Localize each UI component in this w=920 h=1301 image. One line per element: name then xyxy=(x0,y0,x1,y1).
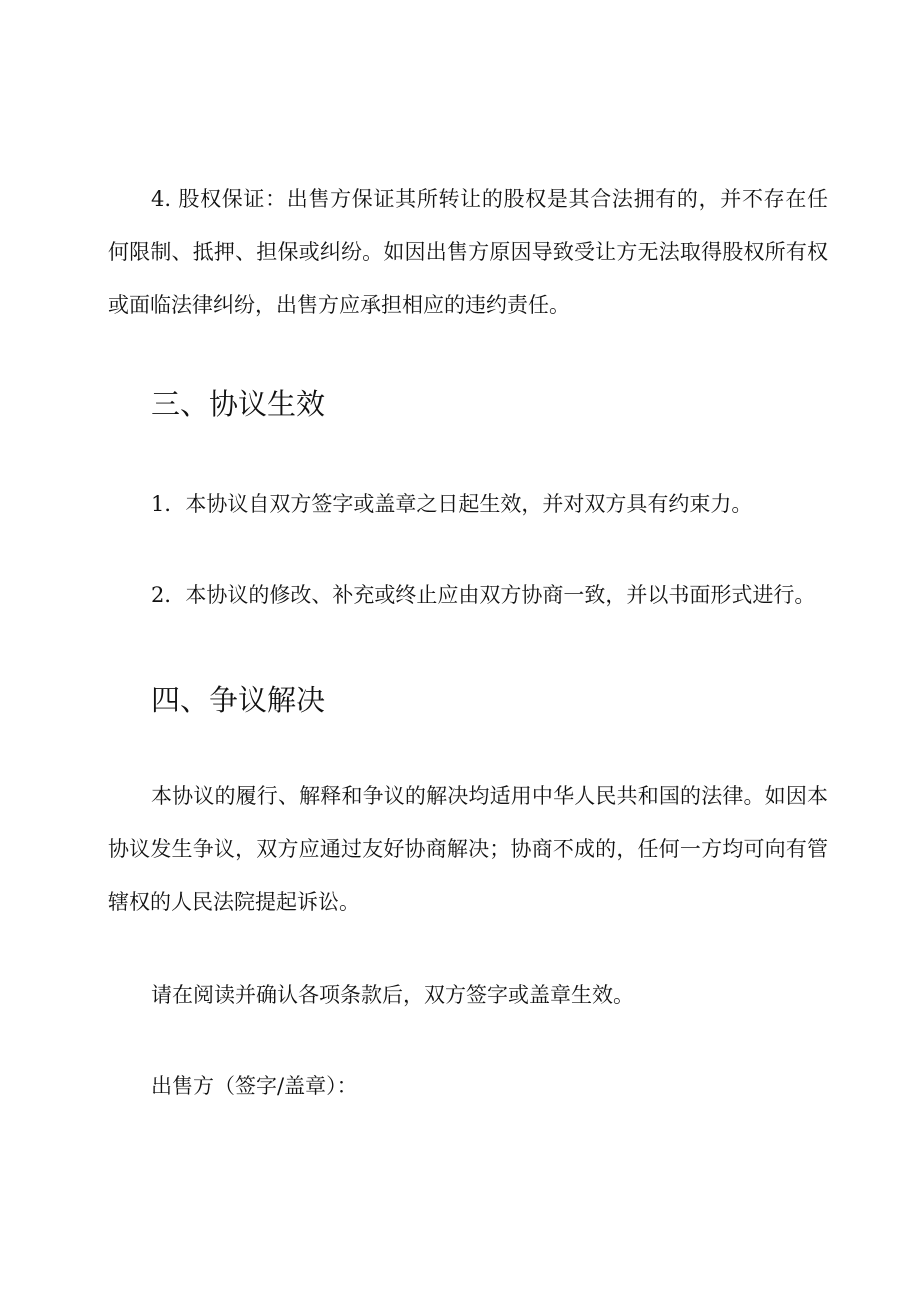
section-4-heading: 四、争议解决 xyxy=(151,683,326,717)
section-3-heading: 三、协议生效 xyxy=(151,387,326,421)
section-3-item-1: 1．本协议自双方签字或盖章之日起生效，并对双方具有约束力。 xyxy=(151,492,753,516)
closing-note: 请在阅读并确认各项条款后，双方签字或盖章生效。 xyxy=(151,983,634,1007)
section-4-body-paragraph: 本协议的履行、解释和争议的解决均适用中华人民共和国的法律。如因本协议发生争议，双方应通过友好协商解决；协商不成的，任何一方均可向有管辖权的人民法院提起诉讼。 xyxy=(108,784,828,914)
clause-4-guarantee-paragraph: 4. 股权保证：出售方保证其所转让的股权是其合法拥有的，并不存在任何限制、抵押、担保或纠纷。如因出售方原因导致受让方无法取得股权所有权或面临法律纠纷，出售方应承担相应的违约责任。 xyxy=(108,187,828,317)
seller-signature-label: 出售方（签字/盖章）： xyxy=(151,1074,358,1098)
section-3-item-2: 2．本协议的修改、补充或终止应由双方协商一致，并以书面形式进行。 xyxy=(151,583,816,607)
